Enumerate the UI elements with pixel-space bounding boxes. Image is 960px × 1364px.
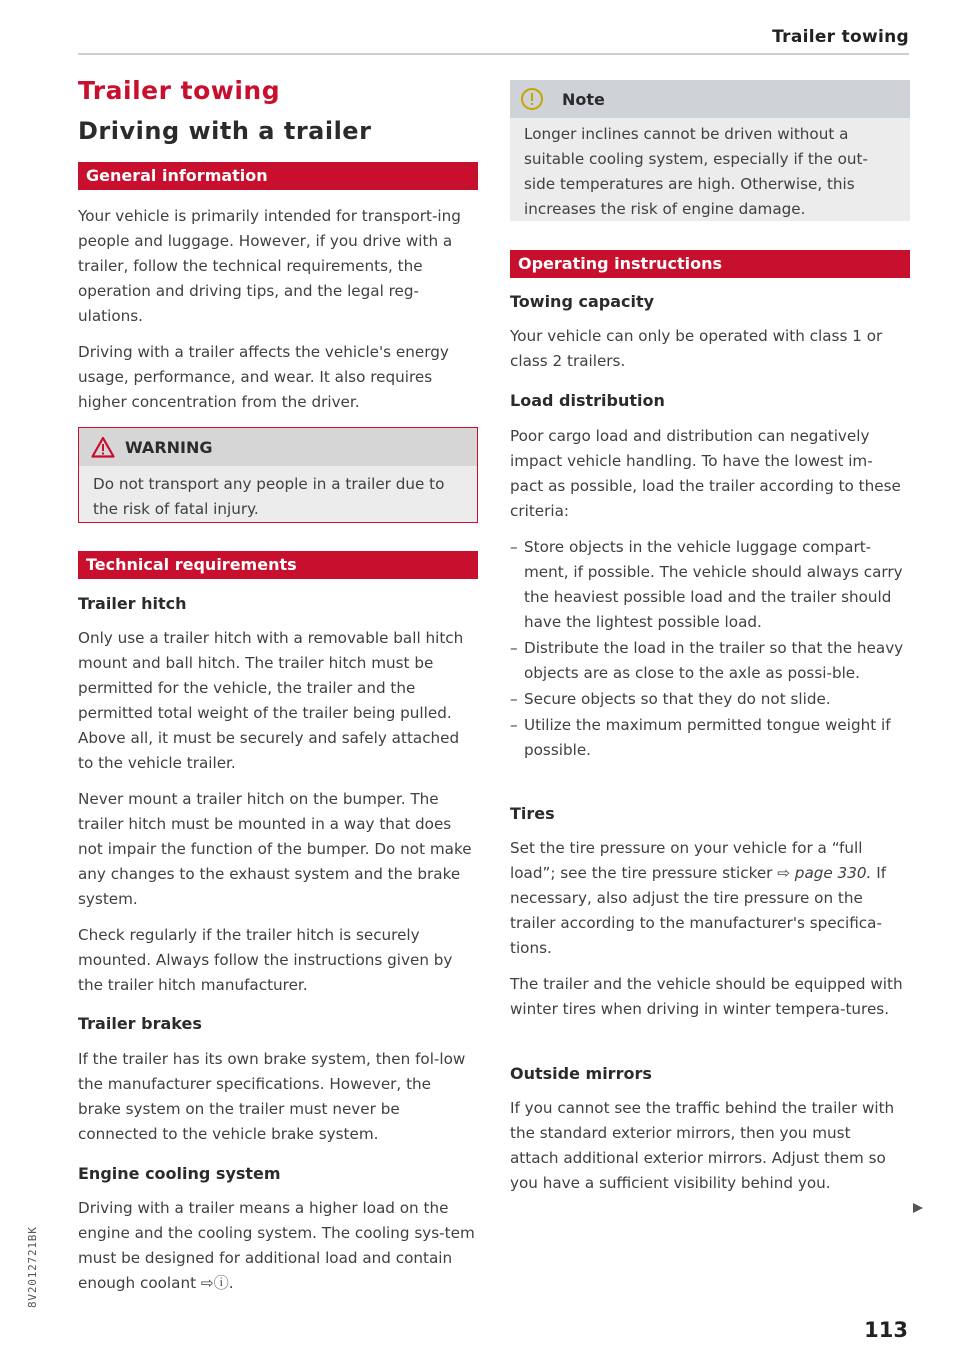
trailer-brakes-subheading: Trailer brakes — [78, 1014, 202, 1033]
load-distribution-subheading: Load distribution — [510, 391, 665, 410]
list-item: – Store objects in the vehicle luggage compart-ment, if possible. The vehicle should always carry the heaviest possible load and the trailer should have the lightest possible load. — [510, 538, 903, 631]
warning-header — [79, 428, 477, 466]
note-text: Longer inclines cannot be driven without a suitable cooling system, especially if the out-side temperatures are high. Otherwise, this increases the risk of engine damage. — [524, 125, 868, 218]
warning-text: Do not transport any people in a trailer due to the risk of fatal injury. — [93, 475, 445, 518]
tires-subheading: Tires — [510, 804, 555, 823]
list-item: – Distribute the load in the trailer so that the heavy objects are as close to the axle as possi-ble. — [510, 639, 904, 682]
operating-instructions-heading: Operating instructions — [510, 250, 910, 278]
outside-mirrors-subheading: Outside mirrors — [510, 1064, 652, 1083]
towing-capacity-text: Your vehicle can only be operated with class 1 or class 2 trailers. — [510, 327, 883, 370]
trailer-hitch-paragraph-1: Only use a trailer hitch with a removable ball hitch mount and ball hitch. The trailer hitch must be permitted for the vehicle, the trailer and the permitted total weight of the trailer being pulled. Above all, it must be securely and safely attached to the vehicle trailer. — [78, 629, 464, 772]
document-code: 8V2012721BK — [26, 1226, 39, 1308]
general-info-paragraph-2: Driving with a trailer affects the vehicle's energy usage, performance, and wear. It also requires higher concentration from the driver. — [78, 343, 449, 411]
engine-cooling-subheading: Engine cooling system — [78, 1164, 281, 1183]
note-title: Note — [562, 89, 605, 109]
trailer-hitch-paragraph-2: Never mount a trailer hitch on the bumper. The trailer hitch must be mounted in a way that does not impair the function of the bumper. Do not make any changes to the exhaust system and the brake system. — [78, 790, 472, 908]
page-number: 113 — [864, 1318, 908, 1342]
note-cross-reference-link[interactable]: ⇨ⓘ. — [200, 1274, 234, 1292]
trailer-hitch-text — [78, 626, 478, 998]
warning-title: WARNING — [125, 437, 213, 457]
towing-capacity-subheading: Towing capacity — [510, 292, 655, 311]
warning-box — [78, 427, 478, 523]
outside-mirrors-text: If you cannot see the traffic behind the trailer with the standard exterior mirrors, then you must attach additional exterior mirrors. Adjust them so you have a sufficient visibility behind you. — [510, 1099, 895, 1192]
triangle-right-icon — [912, 1202, 924, 1218]
section-title: Driving with a trailer — [78, 117, 372, 145]
general-information-heading: General information — [78, 162, 478, 190]
running-header-title: Trailer towing — [772, 27, 909, 47]
warning-triangle-icon — [91, 436, 115, 458]
engine-cooling-text — [78, 1196, 478, 1296]
tires-paragraph-1: Set the tire pressure on your vehicle for a “full load”; see the tire pressure sticker ⇨ page 330. If necessary, also adjust the tire pressure on the trailer according to the manufacturer's specifica-tions. — [510, 839, 887, 957]
general-information-text — [78, 204, 473, 415]
technical-requirements-heading: Technical requirements — [78, 551, 478, 579]
list-item: – Utilize the maximum permitted tongue weight if possible. — [510, 716, 891, 759]
chapter-title: Trailer towing — [78, 76, 281, 105]
trailer-hitch-paragraph-3: Check regularly if the trailer hitch is securely mounted. Always follow the instructions given by the trailer hitch manufacturer. — [78, 926, 453, 994]
note-header — [510, 80, 910, 118]
page-330-link[interactable]: ⇨ page 330. — [777, 864, 872, 882]
engine-cooling-paragraph: Driving with a trailer means a higher load on the engine and the cooling system. The cooling sys-tem must be designed for additional load and contain enough coolant — [78, 1199, 475, 1292]
load-criteria-list — [510, 535, 905, 764]
load-distribution-text: Poor cargo load and distribution can negatively impact vehicle handling. To have the lowest im-pact as possible, load the trailer according to these criteria: — [510, 427, 901, 520]
trailer-hitch-subheading: Trailer hitch — [78, 594, 187, 613]
list-item: – Secure objects so that they do not slide. — [510, 690, 831, 708]
tires-text — [510, 836, 910, 1022]
header-divider — [78, 53, 909, 55]
tires-paragraph-2: The trailer and the vehicle should be equipped with winter tires when driving in winter tempera-tures. — [510, 975, 903, 1018]
trailer-brakes-text: If the trailer has its own brake system, then fol-low the manufacturer specifications. However, the brake system on the trailer must never be connected to the vehicle brake system. — [78, 1050, 466, 1143]
general-info-paragraph-1: Your vehicle is primarily intended for transport-ing people and luggage. However, if you drive with a trailer, follow the technical requirements, the operation and driving tips, and the legal reg-ulations. — [78, 207, 461, 325]
note-info-icon — [520, 87, 544, 111]
note-box — [510, 80, 910, 221]
